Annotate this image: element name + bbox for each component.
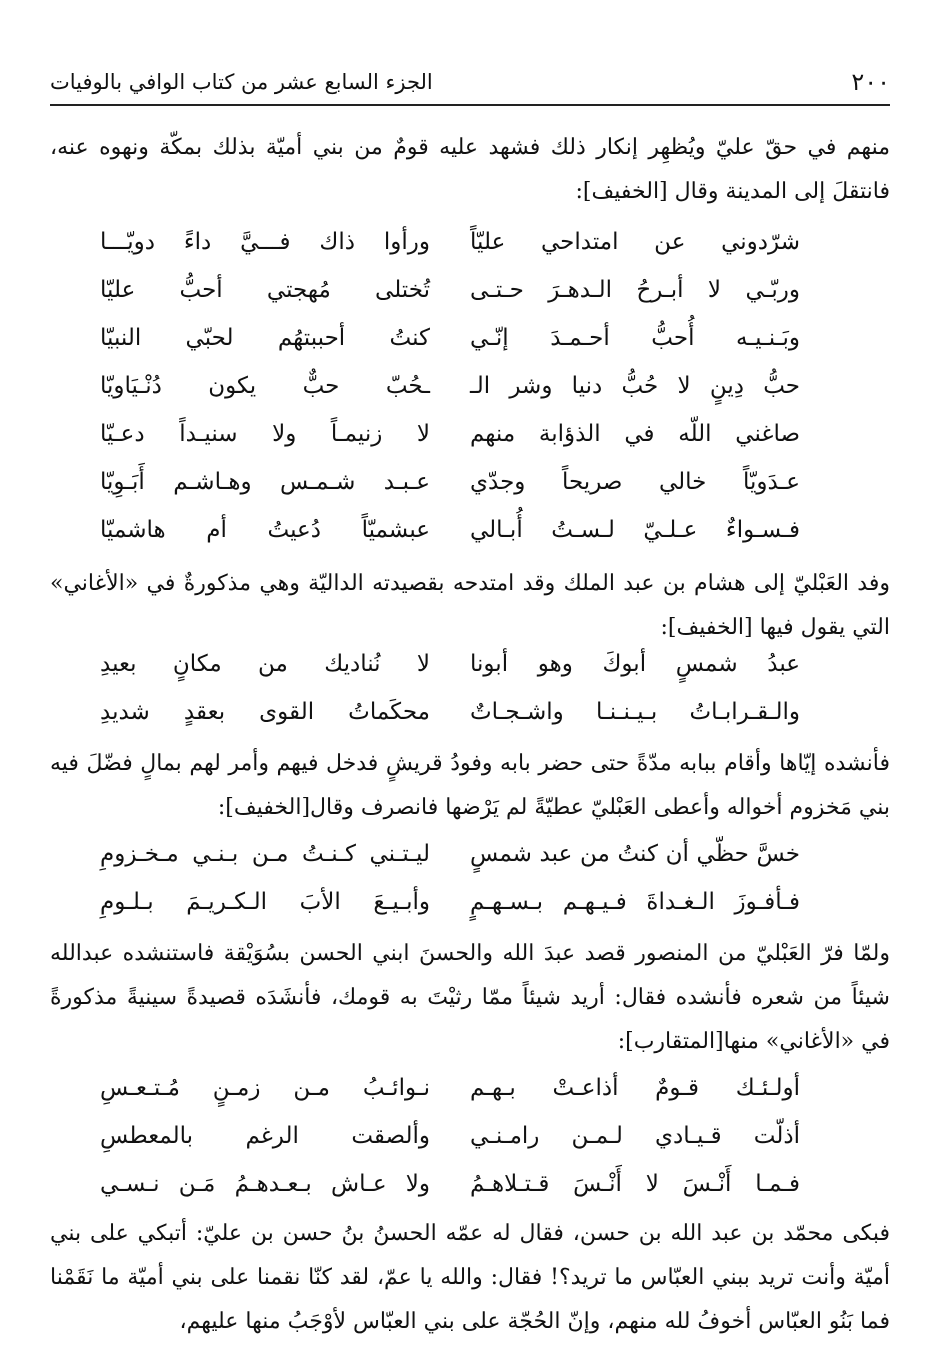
verse-line <box>60 266 820 314</box>
verse-second-hemistich: عبشميّاً دُعيتُ أم هاشميّا <box>100 517 430 543</box>
verse-second-hemistich: ـحُبّ حبٌّ يكون دُنْـيَاويّا <box>100 373 430 399</box>
verse-first-hemistich: أولـئـك قـومٌ أذاعـتْ بـهـم <box>470 1075 800 1101</box>
verse-first-hemistich: عبدُ شمسٍ أبوكَ وهو أبونا <box>470 651 800 677</box>
verse-line <box>60 458 820 506</box>
page-number: ٢٠٠ <box>851 68 890 96</box>
verse-second-hemistich: عـبـد شـمـس وهـاشـم أَبَـوِيّا <box>100 469 430 495</box>
verse-first-hemistich: وبَـنـيـه أُحبُّ أحـمـدَ إنّـي <box>470 325 800 351</box>
verse-first-hemistich: شرّدوني عن امتداحي عليّاً <box>470 229 800 255</box>
header-rule <box>50 104 890 106</box>
paragraph-1: منهم في حقّ عليّ ويُظهِر إنكار ذلك فشهد عليه قومٌ من بني أميّة بذلك بمكّة ونهوه عنه، فانتقلَ إلى المدينة وقال [الخفيف]: <box>50 135 890 204</box>
page-header <box>50 62 890 102</box>
verse-line <box>60 1064 820 1112</box>
paragraph-3: فأنشده إيّاها وأقام ببابه مدّةً حتى حضر بابه وفودُ قريشٍ فدخل فيهم وأمر لهم بمالٍ فضّلَ فيه بني مَخزوم أخواله وأعطى العَبْليّ عطيّةً لم يَرْضها فانصرف وقال[الخفيف]: <box>50 751 890 820</box>
poem-4 <box>60 1064 820 1208</box>
verse-line <box>60 830 820 878</box>
verse-second-hemistich: تُختلى مُهجتي أحبُّ عليّا <box>100 277 430 303</box>
poem-2 <box>60 640 820 736</box>
verse-second-hemistich: لا نُناديك من مكانٍ بعيدِ <box>100 651 430 677</box>
verse-first-hemistich: أذلّت قـيـادي لـمـن رامـنـي <box>470 1123 800 1149</box>
verse-line <box>60 1160 820 1208</box>
verse-first-hemistich: وربّـي لا أبـرحُ الـدهـرَ حـتـى <box>470 277 800 303</box>
verse-first-hemistich: خسَّ حظّي أن كنتُ من عبد شمسٍ <box>470 841 800 867</box>
verse-line <box>60 640 820 688</box>
verse-first-hemistich: والـقـرابـاتُ بـيـنـنـا واشـجـاتٌ <box>470 699 800 725</box>
verse-line <box>60 878 820 926</box>
verse-second-hemistich: ولا عـاش بـعـدهـمُ مَـن نـسـي <box>100 1171 430 1197</box>
verse-line <box>60 362 820 410</box>
verse-second-hemistich: محكَماتُ القوى بعقدٍ شديدِ <box>100 699 430 725</box>
verse-line <box>60 410 820 458</box>
verse-first-hemistich: حبُّ دِينٍ لا حُبُّ دنيا وشر الـ <box>470 373 800 399</box>
paragraph-4: ولمّا فرّ العَبْليّ من المنصور قصد عبدَ الله والحسنَ ابني الحسن بسُوَيْقة فاستنشده عبدالله شيئاً من شعره فأنشده فقال: أريد شيئاً ممّا رثيْتَ به قومك، فأنشَدَه قصيدةً سينيةً مذكورةً في «الأغاني» منها[المتقارب]: <box>50 941 890 1054</box>
verse-line <box>60 218 820 266</box>
verse-second-hemistich: وأبـيـعَ الأبَ الـكـريـمَ بـلـومِ <box>100 889 430 915</box>
verse-second-hemistich: وألصقت الرغم بالمعطسِ <box>100 1123 430 1149</box>
verse-line <box>60 1112 820 1160</box>
verse-line <box>60 688 820 736</box>
paragraph-5: فبكى محمّد بن عبد الله بن حسن، فقال له عمّه الحسنُ بنُ حسن بن عليّ: أتبكي على بني أميّة وأنت تريد ببني العبّاس ما تريد؟! فقال: والله يا عمّ، لقد كنّا نقمنا على بني أميّة ما نَقَمْنا فما بَنُو العبّاس أخوفُ لله منهم، وإنّ الحُجّة على بني العبّاس لأوْجَبُ منها عليهم، <box>50 1221 890 1334</box>
poem-1 <box>60 218 820 554</box>
verse-second-hemistich: لا زنيمـاً ولا سنيـداً دعـيّا <box>100 421 430 447</box>
verse-first-hemistich: فـمـا أَنْـسَ لا أَنْـسَ قـتـلاهـمُ <box>470 1171 800 1197</box>
verse-second-hemistich: ورأوا ذاك فـــيَّ داءً دويّـــا <box>100 229 430 255</box>
verse-first-hemistich: فـسـواءٌ عـلـيّ لـسـتُ أُبـالي <box>470 517 800 543</box>
verse-line <box>60 314 820 362</box>
verse-second-hemistich: ليـتـني كـنـتُ مـن بـنـي مـخـزومِ <box>100 841 430 867</box>
verse-second-hemistich: كنتُ أحببتهُم لحبّي النبيّا <box>100 325 430 351</box>
verse-first-hemistich: صاغني اللّه في الذؤابة منهم <box>470 421 800 447</box>
running-title: الجزء السابع عشر من كتاب الوافي بالوفيات <box>50 70 433 94</box>
poem-3 <box>60 830 820 926</box>
paragraph-2: وفد العَبْليّ إلى هشام بن عبد الملك وقد امتدحه بقصيدته الداليّة وهي مذكورةٌ في «الأغاني» التي يقول فيها [الخفيف]: <box>50 571 890 640</box>
verse-line <box>60 506 820 554</box>
verse-first-hemistich: عـدَويّاً خالي صريحاً وجدّي <box>470 469 800 495</box>
verse-first-hemistich: فـأفـوزَ الـغـداةَ فـيـهـم بـسـهـمٍ <box>470 889 800 915</box>
verse-second-hemistich: نـوائـبُ مـن زمـنٍ مُـتـعـسِ <box>100 1075 430 1101</box>
